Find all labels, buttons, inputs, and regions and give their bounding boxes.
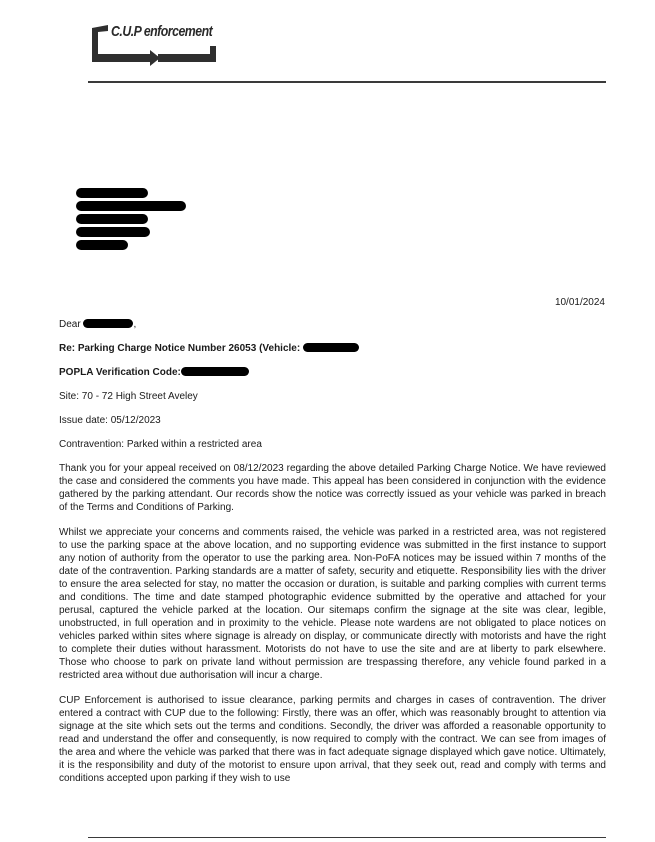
paragraph: CUP Enforcement is authorised to issue clearance, parking permits and charges in cases of contravention. The driver entered a contract with CUP due to the following: Firstly, there was an offer, which was reasonably brought to attention via signage at the site which sets out the terms and conditions. Secondly, the driver was afforded a reasonable opportunity to read and understand the offer and consequently, is now required to comply with the contract. We can see from images of the area and where the vehicle was parked that there was in fact adequate signage displayed which gave notice. Ultimately, it is the responsibility and duty of the motorist to ensure upon arrival, that they seek out, read and comply with terms and conditions accepted upon parking if they wish to use <box>59 695 606 784</box>
site: Site: 70 - 72 High Street Aveley <box>59 391 198 402</box>
issue-date: Issue date: 05/12/2023 <box>59 415 161 426</box>
recipient-address-redacted <box>76 188 186 253</box>
header-divider <box>88 81 606 83</box>
redaction-bar <box>76 201 186 211</box>
code-redaction <box>181 367 249 376</box>
contravention: Contravention: Parked within a restricted area <box>59 439 262 450</box>
re-line: Re: Parking Charge Notice Number 26053 (Vehicle: <box>59 342 606 355</box>
name-redaction <box>83 319 133 328</box>
footer-divider <box>88 837 606 838</box>
paragraph: Whilst we appreciate your concerns and comments raised, the vehicle was parked in a restricted area, was not registered to use the parking space at the above location, and no supporting evidence was submitted in the first instance to support any notion of authority from the operator to use the parking area. Non-PoFA notices may be issued within 7 months of the date of the contravention. Parking standards are a matter of safety, security and etiquette. Responsibility lies with the driver to ensure the area selected for stay, no matter the occasion or duration, is suitable and parking complies with current terms and conditions. The time and date stamped photographic evidence submitted by the operative and attached for your perusal, captured the vehicle parked at the location. Our sitemaps confirm the signage at the site was clear, legible, unobstructed, in full operation and in proximity to the vehicle. Please note wardens are not obligated to place notices on vehicles parked within sites where signage is already on display, or communicate directly with motorists and have the right to complete their duties without harassment. Motorists do not have to use the site and are at liberty to park elsewhere. Those who choose to park on private land without permission are trespassing therefore, any vehicle found parked in a restricted area without due authorisation will incur a charge. <box>59 527 606 681</box>
paragraph: Thank you for your appeal received on 08/12/2023 regarding the above detailed Parking Charge Notice. We have reviewed the case and considered the comments you have made. This appeal has been considered in conjunction with the evidence gathered by the parking attendant. Our records show the notice was correctly issued as your vehicle was parked in breach of the Terms and Conditions of Parking. <box>59 463 606 513</box>
logo-text: C.U.P enforcement <box>111 23 213 40</box>
letter-date: 10/01/2024 <box>554 297 605 308</box>
salutation: Dear , <box>59 319 137 330</box>
redaction-bar <box>76 214 148 224</box>
redaction-bar <box>76 188 148 198</box>
redaction-bar <box>76 227 150 237</box>
letter-body <box>59 318 606 797</box>
cup-enforcement-logo <box>88 22 220 72</box>
vehicle-redaction <box>303 343 359 352</box>
popla-code: POPLA Verification Code: <box>59 366 606 379</box>
redaction-bar <box>76 240 128 250</box>
